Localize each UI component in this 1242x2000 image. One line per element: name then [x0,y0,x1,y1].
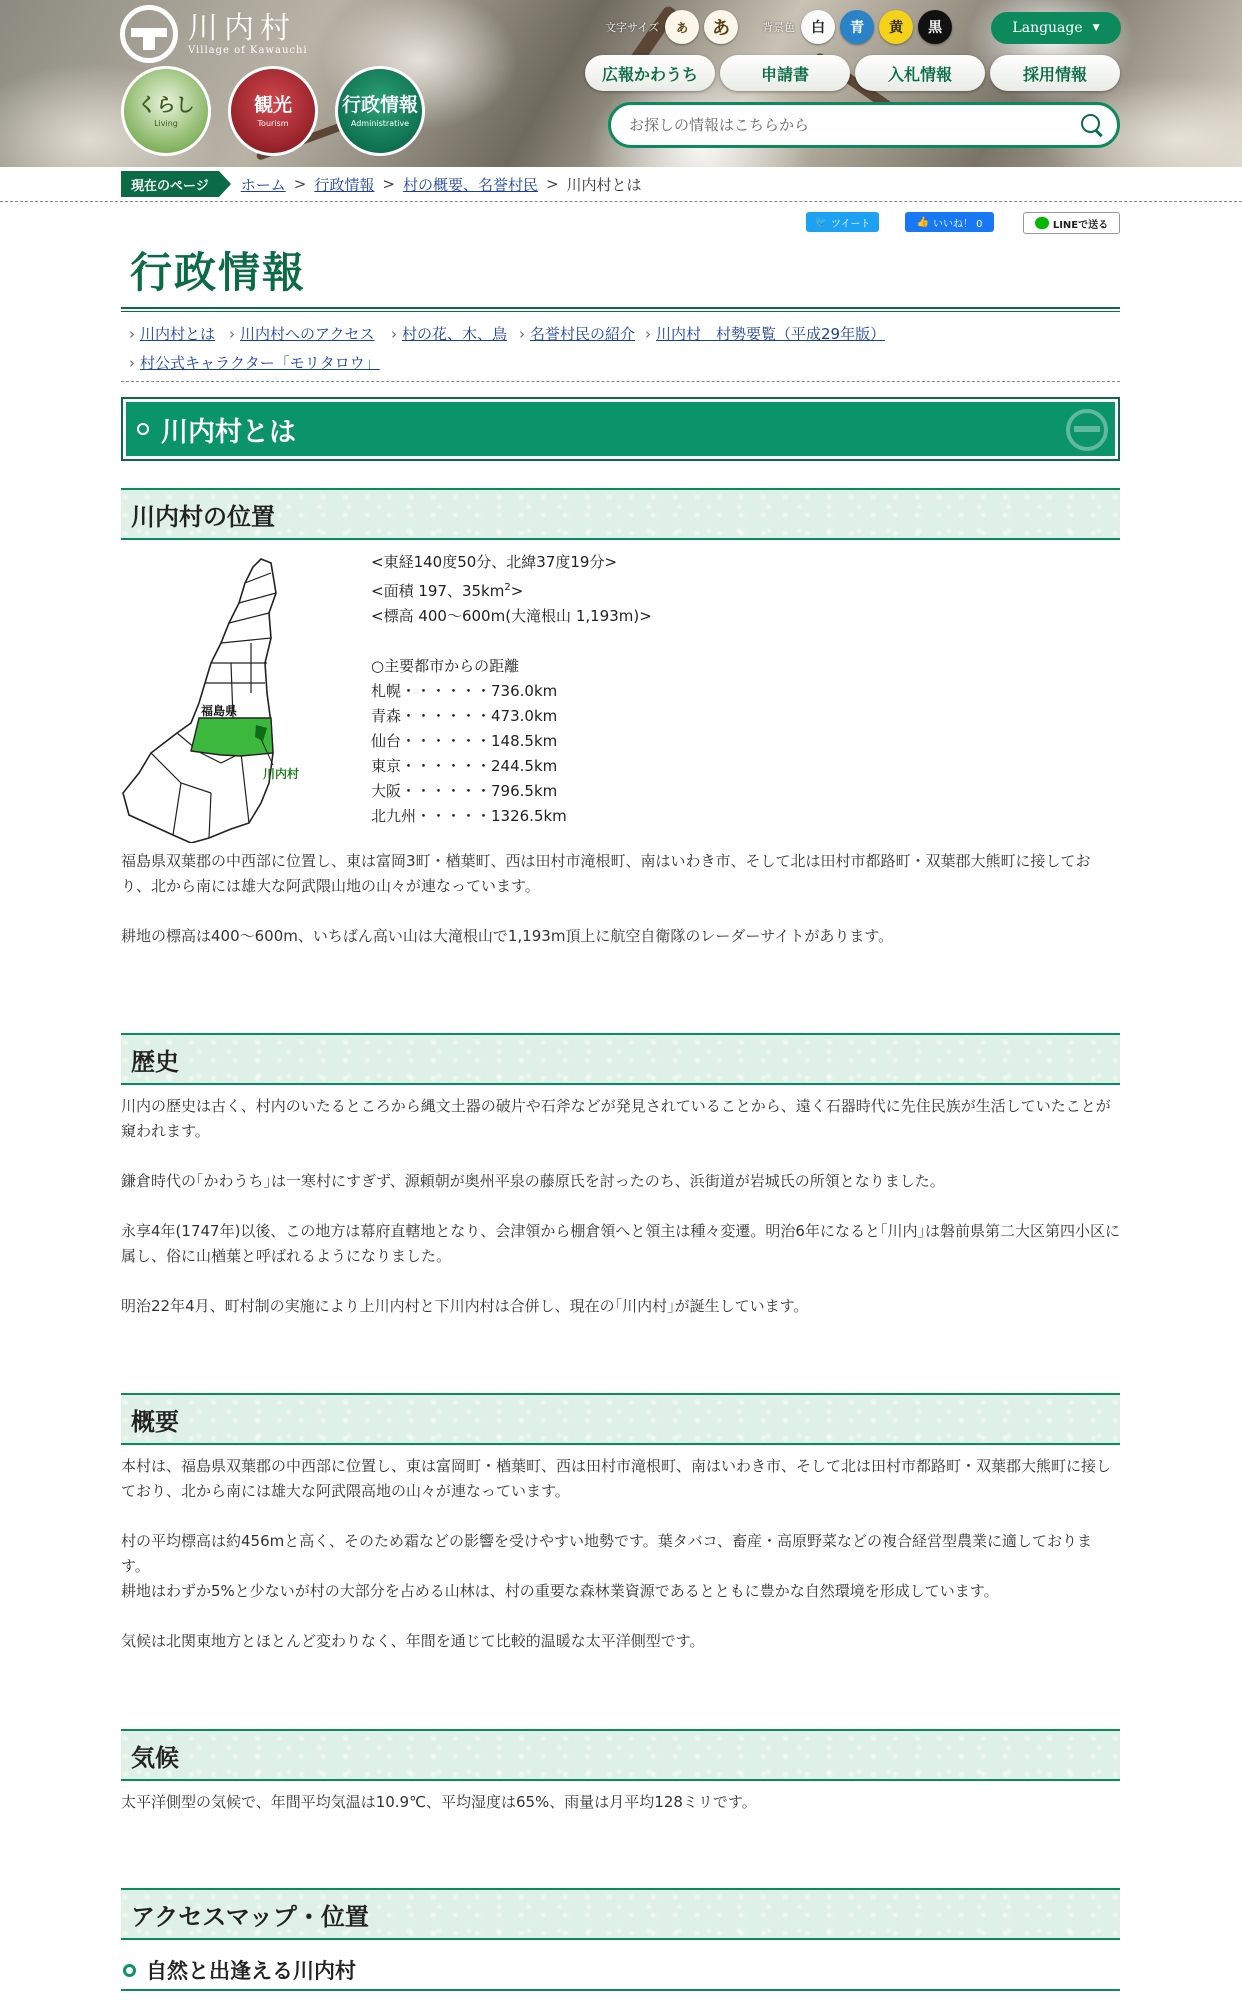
distance-item: 北九州・・・・・1326.5km [371,807,567,825]
bg-black-button[interactable]: 黒 [918,10,952,44]
article-heading-text: 川内村とは [161,416,296,448]
distance-item: 仙台・・・・・・148.5km [371,732,558,750]
section-heading-access: アクセスマップ・位置 [121,1888,1120,1940]
page-title: 行政情報 [130,248,307,297]
nav-living-label: くらし [137,94,195,116]
article-heading [121,397,1120,461]
subnav-access[interactable]: › 川内村へのアクセス [229,323,375,344]
like-label: いいね！ 0 [932,218,983,230]
area: <面積 197、$35km^2>$ [371,582,524,600]
overview-paragraph-4: 気候は北関東地方とほとんど変わりなく、年間を通じて比較的温暖な太平洋側型です。 [121,1632,705,1650]
logo-mark-icon [120,5,178,63]
distance-item: 青森・・・・・・473.0km [371,707,558,725]
breadcrumb-separator: > [382,175,395,193]
history-paragraph-4: 明治22年4月、町村制の実施により上川内村と下川内村は合併し、現在の｢川内村｣が誕生しています。 [121,1297,809,1315]
like-icon: 👍 [916,216,929,228]
section-heading-overview: 概要 [121,1393,1120,1445]
location-paragraph-1: 福島県双葉郡の中西部に位置し、東は富岡3町・楢葉町、西は田村市滝根町、南はいわき市、そして北は田村市都路町・双葉郡大熊町に接しており、北から南には雄大な阿武隈山地の山々が連なっています。 [121,852,1091,895]
breadcrumb-bar [0,167,1242,202]
section-heading-location: 川内村の位置 [121,488,1120,540]
search-icon[interactable] [1079,112,1105,138]
section-subnav [121,318,1120,382]
breadcrumb-current-tag: 現在のページ [121,171,219,197]
site-search [608,102,1120,148]
breadcrumb-current: 川内村とは [566,175,642,194]
share-buttons [0,212,1242,236]
logo-name: 川内村 [188,10,296,46]
history-paragraph-1: 川内の歴史は古く、村内のいたるところから縄文土器の破片や石斧などが発見されていることから、遠く石器時代に先住民族が生活していたことが窺われます。 [121,1097,1111,1140]
heading-ring-icon [137,423,149,435]
nav-administrative-sub: Administrative [350,119,410,128]
nav-living[interactable] [121,66,211,156]
distance-item: 札幌・・・・・・736.0km [371,682,558,700]
nav-living-sub: Living [154,119,178,128]
nav-tourism[interactable] [228,66,318,156]
title-divider [121,307,1120,312]
location-paragraph-2: 耕地の標高は400～600m、いちばん高い山は大滝根山で1,193m頂上に航空自衛隊のレーダーサイトがあります。 [121,927,894,945]
header-quick-links [585,55,1125,91]
climate-paragraph: 太平洋側型の気候で、年間平均気温は10.9℃、平均湿度は65%、雨量は月平均128ミリです。 [121,1793,757,1811]
site-logo[interactable] [120,6,310,62]
logo-subtitle: Village of Kawauchi [188,44,308,56]
quick-link-recruitment[interactable]: 採用情報 [990,55,1120,91]
breadcrumb-administrative[interactable]: 行政情報 [314,175,375,194]
location-map [121,553,301,843]
line-icon [1035,217,1049,229]
heading-ring-icon [123,1964,136,1977]
map-label-prefecture: 福島県 [200,704,237,718]
bg-yellow-button[interactable]: 黄 [879,10,913,44]
breadcrumb-home[interactable]: ホーム [240,175,286,194]
subnav-moritarou[interactable]: › 村公式キャラクター「モリタロウ」 [129,352,380,373]
breadcrumb [121,171,642,197]
like-button[interactable] [905,212,994,232]
font-size-large-button[interactable]: あ [704,10,738,44]
section-heading-climate: 気候 [121,1729,1120,1781]
overview-paragraph-2: 村の平均標高は約456mと高く、そのため霜などの影響を受けやすい地勢です。葉タバコ、畜産・高原野菜などの複合経営型農業に適しております。 [121,1532,1092,1575]
search-input[interactable] [629,116,1079,134]
nav-administrative[interactable] [335,66,425,156]
altitude: <標高 400～600m(大滝根山 1,193m)> [371,607,652,625]
line-share-button[interactable] [1023,212,1120,234]
font-size-label: 文字サイズ [605,21,660,34]
breadcrumb-overview[interactable]: 村の概要、名誉村民 [402,175,538,194]
subheading-nature [121,1951,1120,1991]
nav-administrative-label: 行政情報 [341,94,418,116]
twitter-icon: 🐦 [814,216,827,228]
subnav-flower-tree-bird[interactable]: › 村の花、木、鳥 [391,323,507,344]
subheading-nature-text: 自然と出逢える川内村 [146,1959,356,1983]
accessibility-tools [605,10,957,44]
nav-tourism-sub: Tourism [257,119,289,128]
caret-down-icon: ▼ [1092,23,1100,33]
line-label: LINEで送る [1052,219,1109,231]
distance-item: 大阪・・・・・・796.5km [371,782,558,800]
map-label-village: 川内村 [262,767,300,781]
breadcrumb-separator: > [293,175,307,193]
quick-link-applications[interactable]: 申請書 [720,55,850,91]
language-label: Language [1012,20,1083,36]
site-header [0,0,1242,167]
breadcrumb-separator: > [545,175,559,193]
tweet-button[interactable] [806,212,879,232]
watermark-logo-icon [1066,409,1108,451]
distance-item: 東京・・・・・・244.5km [371,757,558,775]
language-button[interactable] [991,12,1121,44]
quick-link-kouhou[interactable]: 広報かわうち [585,55,715,91]
section-heading-history: 歴史 [121,1033,1120,1085]
nav-tourism-label: 観光 [253,94,292,116]
quick-link-bidding[interactable]: 入札情報 [855,55,985,91]
subnav-village-profile[interactable]: › 川内村 村勢要覧（平成29年版） [645,323,885,344]
bg-blue-button[interactable]: 青 [840,10,874,44]
font-size-small-button[interactable]: あ [665,10,699,44]
overview-paragraph-3: 耕地はわずか5%と少ないが村の大部分を占める山林は、村の重要な森林業資源であるとともに豊かな自然環境を形成しています。 [121,1582,999,1600]
distance-title: ○主要都市からの距離 [371,657,520,675]
bg-white-button[interactable]: 白 [801,10,835,44]
subnav-about[interactable]: › 川内村とは [129,323,215,344]
tweet-label: ツイート [830,218,871,230]
coordinates: <東経140度50分、北緯37度19分> [371,553,618,571]
overview-paragraph-1: 本村は、福島県双葉郡の中西部に位置し、東は富岡町・楢葉町、西は田村市滝根町、南はいわき市、そして北は田村市都路町・双葉郡大熊町に接しており、北から南には雄大な阿武隈高地の山々が連なっています。 [121,1457,1112,1500]
location-facts [371,550,771,829]
subnav-honorary-citizens[interactable]: › 名誉村民の紹介 [519,323,635,344]
history-paragraph-2: 鎌倉時代の｢かわうち｣は一寒村にすぎず、源頼朝が奥州平泉の藤原氏を討ったのち、浜街道が岩城氏の所領となりました。 [121,1172,945,1190]
bg-color-label: 背景色 [762,21,796,34]
history-paragraph-3: 永享4年(1747年)以後、この地方は幕府直轄地となり、会津領から棚倉領へと領主は種々変遷。明治6年になると｢川内｣は磐前県第二大区第四小区に属し、俗に山楢葉と呼ばれるようになりました。 [121,1222,1120,1265]
